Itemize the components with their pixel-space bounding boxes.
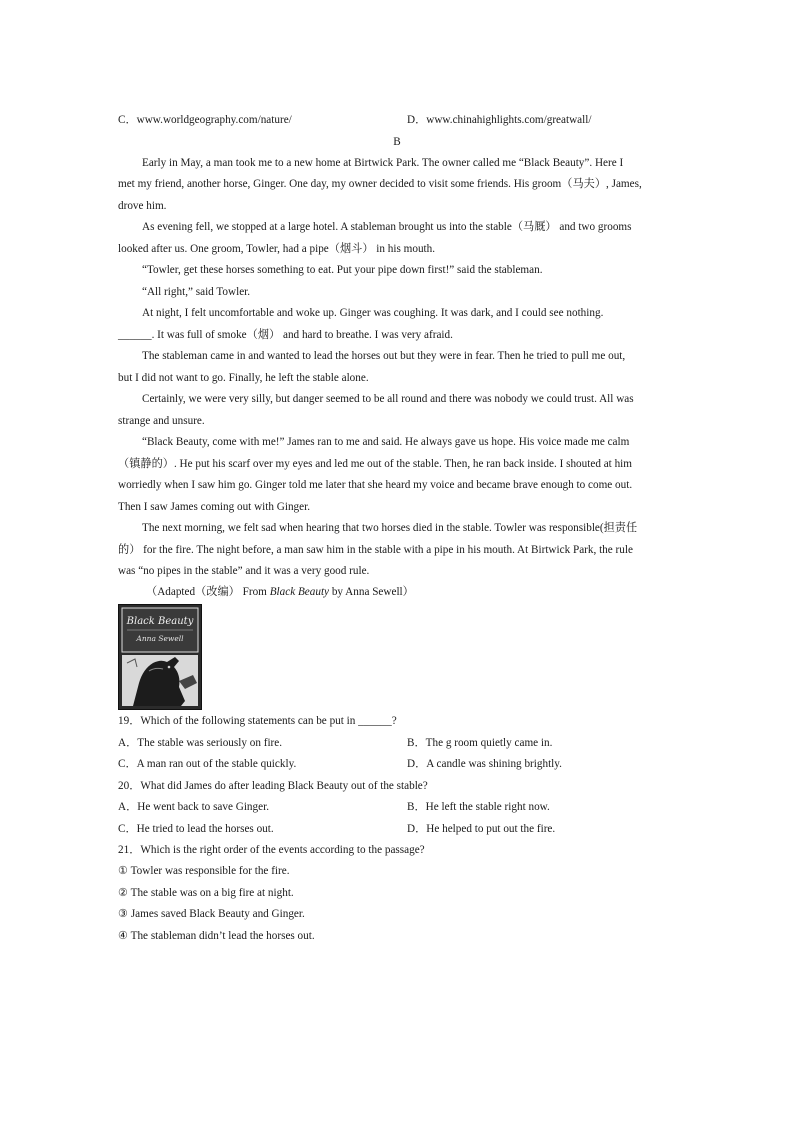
q21-event-2: ② The stable was on a big fire at night. — [118, 887, 294, 899]
cover-author: Anna Sewell — [136, 634, 184, 643]
q21-event-4: ④ The stableman didn’t lead the horses out. — [118, 930, 315, 942]
q21-event-1: ① Towler was responsible for the fire. — [118, 865, 290, 877]
section-label: B — [393, 136, 401, 148]
q19-stem: 19．Which of the following statements can be put in ______? — [118, 715, 397, 727]
option-d-18: D．www.chinahighlights.com/greatwall/ — [407, 114, 592, 126]
passage-line: “All right,” said Towler. — [142, 286, 251, 298]
passage-line: Then I saw James coming out with Ginger. — [118, 501, 311, 513]
q21-stem: 21．Which is the right order of the events according to the passage? — [118, 844, 425, 856]
q20-option-c: C．He tried to lead the horses out. — [118, 823, 274, 835]
source-prefix: （Adapted（改编） From — [146, 586, 270, 598]
passage-line: “Black Beauty, come with me!” James ran to me and said. He always gave us hope. His voice made me calm — [142, 436, 630, 448]
passage-line: （镇静的）. He put his scarf over my eyes and led me out of the stable. Then, he ran back inside. I shouted at him — [118, 458, 632, 470]
passage-line: At night, I felt uncomfortable and woke up. Ginger was coughing. It was dark, and I could see nothing. — [142, 307, 604, 319]
q21-event-3: ③ James saved Black Beauty and Ginger. — [118, 908, 305, 920]
passage-line: Early in May, a man took me to a new home at Birtwick Park. The owner called me “Black Beauty”. Here I — [142, 157, 624, 169]
passage-line: Certainly, we were very silly, but danger seemed to be all round and there was nobody we could trust. All was — [142, 393, 634, 405]
passage-line: was “no pipes in the stable” and it was a very good rule. — [118, 565, 370, 577]
q20-option-a: A．He went back to save Ginger. — [118, 801, 269, 813]
q20-option-b: B．He left the stable right now. — [407, 801, 550, 813]
passage-line: ______. It was full of smoke（烟） and hard to breathe. I was very afraid. — [118, 329, 453, 341]
passage-line: looked after us. One groom, Towler, had a pipe（烟斗） in his mouth. — [118, 243, 436, 255]
q19-option-c: C．A man ran out of the stable quickly. — [118, 758, 297, 770]
book-cover-illustration — [119, 605, 201, 709]
source-credit — [146, 585, 414, 599]
passage-line: The stableman came in and wanted to lead the horses out but they were in fear. Then he tried to pull me out, — [142, 350, 626, 362]
passage-line: strange and unsure. — [118, 415, 205, 427]
option-c-18: C．www.worldgeography.com/nature/ — [118, 114, 292, 126]
passage-line: met my friend, another horse, Ginger. One day, my owner decided to visit some friends. His groom（马夫）, James, — [118, 178, 642, 190]
passage-line: As evening fell, we stopped at a large hotel. A stableman brought us into the stable（马厩） and two grooms — [142, 221, 632, 233]
source-suffix: by Anna Sewell） — [329, 586, 414, 598]
passage-line: The next morning, we felt sad when hearing that two horses died in the stable. Towler was responsible(担责任 — [142, 522, 638, 534]
cover-title: Black Beauty — [126, 616, 194, 627]
q19-option-a: A．The stable was seriously on fire. — [118, 737, 283, 749]
passage-line: 的） for the fire. The night before, a man saw him in the stable with a pipe in his mouth. At Birtwick Park, the rule — [118, 544, 633, 556]
q20-option-d: D．He helped to put out the fire. — [407, 823, 556, 835]
passage-line: drove him. — [118, 200, 167, 212]
source-book-title: Black Beauty — [269, 586, 330, 598]
q19-option-b: B．The g room quietly came in. — [407, 737, 553, 749]
book-cover-image — [118, 604, 202, 710]
q20-stem: 20．What did James do after leading Black Beauty out of the stable? — [118, 780, 428, 792]
passage-line: “Towler, get these horses something to eat. Put your pipe down first!” said the stableman. — [142, 264, 543, 276]
passage-line: worriedly when I saw him go. Ginger told me later that she heard my voice and became brave enough to come out. — [118, 479, 633, 491]
q19-option-d: D．A candle was shining brightly. — [407, 758, 562, 770]
passage-line: but I did not want to go. Finally, he left the stable alone. — [118, 372, 369, 384]
